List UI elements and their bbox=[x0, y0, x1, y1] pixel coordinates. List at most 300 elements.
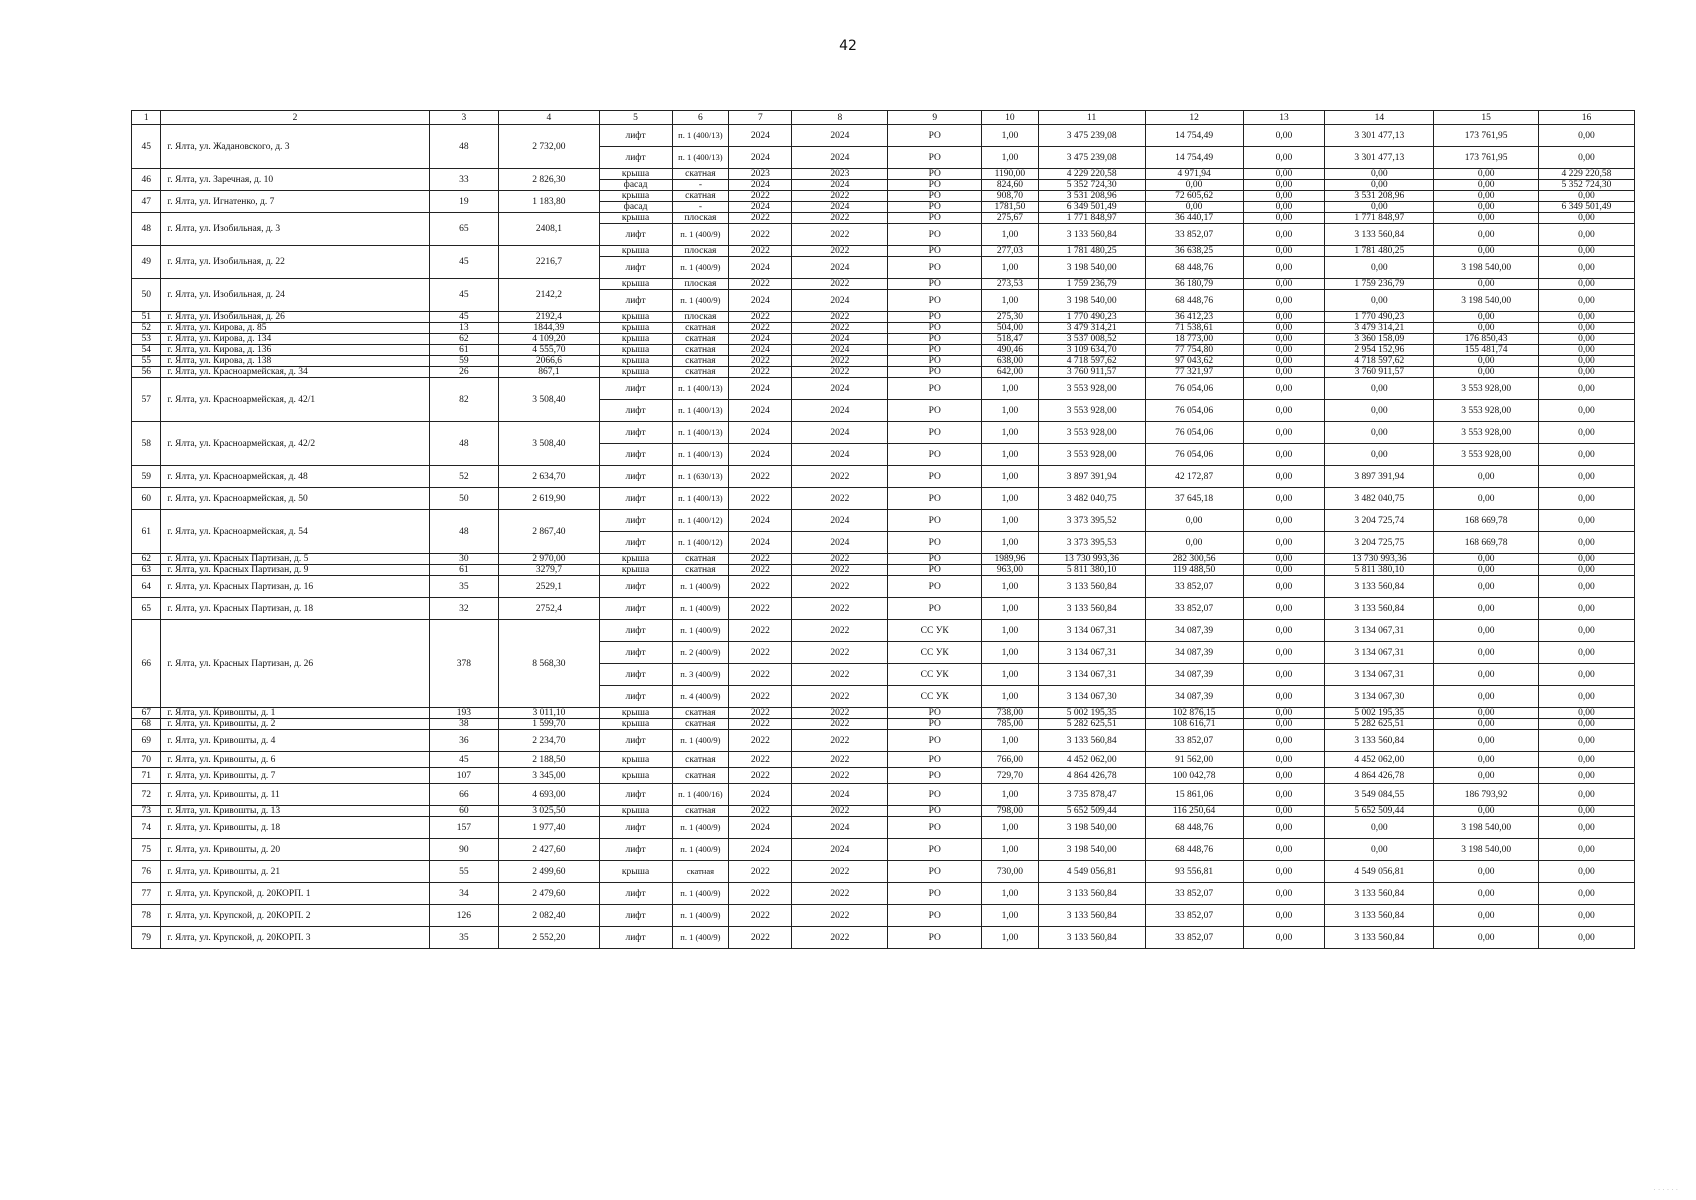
table-cell: 1 781 480,25 bbox=[1038, 246, 1145, 257]
table-cell: 3 475 239,08 bbox=[1038, 125, 1145, 147]
table-cell: крыша bbox=[599, 719, 672, 730]
table-cell: 119 488,50 bbox=[1145, 565, 1243, 576]
table-cell: 1,00 bbox=[982, 883, 1039, 905]
residents-cell: 45 bbox=[429, 312, 499, 323]
table-cell: крыша bbox=[599, 768, 672, 784]
table-cell: п. 1 (400/12) bbox=[672, 532, 729, 554]
table-cell: 173 761,95 bbox=[1434, 125, 1539, 147]
residents-cell: 48 bbox=[429, 125, 499, 169]
row-number-cell: 50 bbox=[132, 279, 161, 312]
table-cell: 4 549 056,81 bbox=[1325, 861, 1434, 883]
table-cell: 2024 bbox=[792, 532, 888, 554]
table-cell: 1,00 bbox=[982, 488, 1039, 510]
table-cell: 2022 bbox=[792, 719, 888, 730]
table-cell: 0,00 bbox=[1538, 861, 1634, 883]
table-cell: 1,00 bbox=[982, 510, 1039, 532]
table-cell: 1,00 bbox=[982, 664, 1039, 686]
table-cell: п. 1 (400/9) bbox=[672, 839, 729, 861]
table-cell: 0,00 bbox=[1325, 378, 1434, 400]
table-row bbox=[132, 356, 1635, 367]
table-cell: 3 133 560,84 bbox=[1325, 730, 1434, 752]
table-cell: 0,00 bbox=[1538, 488, 1634, 510]
table-cell: лифт bbox=[599, 642, 672, 664]
table-cell: крыша bbox=[599, 367, 672, 378]
table-cell: скатная bbox=[672, 334, 729, 345]
row-number-cell: 63 bbox=[132, 565, 161, 576]
table-cell: 0,00 bbox=[1434, 191, 1539, 202]
table-cell: скатная bbox=[672, 708, 729, 719]
table-cell: 1,00 bbox=[982, 576, 1039, 598]
table-cell: 0,00 bbox=[1538, 367, 1634, 378]
residents-cell: 378 bbox=[429, 620, 499, 708]
table-cell: лифт bbox=[599, 532, 672, 554]
row-number-cell: 71 bbox=[132, 768, 161, 784]
table-cell: РО bbox=[888, 576, 982, 598]
area-cell: 2142,2 bbox=[499, 279, 599, 312]
row-number-cell: 52 bbox=[132, 323, 161, 334]
table-row bbox=[132, 905, 1635, 927]
residents-cell: 61 bbox=[429, 345, 499, 356]
table-cell: 0,00 bbox=[1538, 345, 1634, 356]
table-cell: 0,00 bbox=[1145, 532, 1243, 554]
table-cell: 963,00 bbox=[982, 565, 1039, 576]
table-cell: 71 538,61 bbox=[1145, 323, 1243, 334]
address-cell: г. Ялта, ул. Красных Партизан, д. 9 bbox=[161, 565, 429, 576]
table-cell: 2022 bbox=[792, 367, 888, 378]
area-cell: 2 082,40 bbox=[499, 905, 599, 927]
residents-cell: 45 bbox=[429, 246, 499, 279]
area-cell: 2 732,00 bbox=[499, 125, 599, 169]
table-cell: 3 373 395,52 bbox=[1038, 510, 1145, 532]
table-cell: 2022 bbox=[792, 213, 888, 224]
table-cell: 0,00 bbox=[1538, 246, 1634, 257]
table-cell: 68 448,76 bbox=[1145, 290, 1243, 312]
column-number-header: 6 bbox=[672, 111, 729, 125]
table-cell: 14 754,49 bbox=[1145, 125, 1243, 147]
table-cell: 2024 bbox=[792, 817, 888, 839]
table-cell: 5 352 724,30 bbox=[1538, 180, 1634, 191]
table-cell: 0,00 bbox=[1434, 806, 1539, 817]
table-cell: РО bbox=[888, 147, 982, 169]
table-cell: 282 300,56 bbox=[1145, 554, 1243, 565]
table-cell: 1,00 bbox=[982, 444, 1039, 466]
table-cell: 36 180,79 bbox=[1145, 279, 1243, 290]
table-cell: 0,00 bbox=[1538, 839, 1634, 861]
table-cell: лифт bbox=[599, 730, 672, 752]
table-cell: 155 481,74 bbox=[1434, 345, 1539, 356]
table-cell: 1,00 bbox=[982, 905, 1039, 927]
table-cell: крыша bbox=[599, 356, 672, 367]
table-cell: 2024 bbox=[729, 290, 792, 312]
table-cell: 0,00 bbox=[1145, 180, 1243, 191]
table-cell: 5 282 625,51 bbox=[1038, 719, 1145, 730]
table-cell: 2022 bbox=[729, 367, 792, 378]
table-cell: 2023 bbox=[729, 169, 792, 180]
address-cell: г. Ялта, ул. Изобильная, д. 3 bbox=[161, 213, 429, 246]
address-cell: г. Ялта, ул. Кирова, д. 136 bbox=[161, 345, 429, 356]
table-cell: 2022 bbox=[792, 598, 888, 620]
table-cell: 3 373 395,53 bbox=[1038, 532, 1145, 554]
table-cell: 2022 bbox=[729, 620, 792, 642]
table-cell: РО bbox=[888, 730, 982, 752]
residents-cell: 32 bbox=[429, 598, 499, 620]
table-cell: 6 349 501,49 bbox=[1538, 202, 1634, 213]
table-cell: 504,00 bbox=[982, 323, 1039, 334]
table-cell: 0,00 bbox=[1243, 642, 1325, 664]
table-cell: 2024 bbox=[792, 180, 888, 191]
table-cell: 0,00 bbox=[1538, 664, 1634, 686]
area-cell: 4 693,00 bbox=[499, 784, 599, 806]
table-cell: 76 054,06 bbox=[1145, 444, 1243, 466]
table-cell: 5 811 380,10 bbox=[1038, 565, 1145, 576]
address-cell: г. Ялта, ул. Игнатенко, д. 7 bbox=[161, 191, 429, 213]
table-row bbox=[132, 246, 1635, 257]
column-number-header: 16 bbox=[1538, 111, 1634, 125]
table-cell: 0,00 bbox=[1538, 213, 1634, 224]
row-number-cell: 66 bbox=[132, 620, 161, 708]
table-cell: 0,00 bbox=[1538, 730, 1634, 752]
table-cell: 0,00 bbox=[1538, 323, 1634, 334]
area-cell: 2 970,00 bbox=[499, 554, 599, 565]
table-cell: 275,67 bbox=[982, 213, 1039, 224]
table-cell: п. 1 (400/9) bbox=[672, 598, 729, 620]
table-cell: 0,00 bbox=[1538, 510, 1634, 532]
column-number-header: 4 bbox=[499, 111, 599, 125]
area-cell: 2192,4 bbox=[499, 312, 599, 323]
table-cell: РО bbox=[888, 883, 982, 905]
residents-cell: 60 bbox=[429, 806, 499, 817]
table-cell: 1,00 bbox=[982, 839, 1039, 861]
row-number-cell: 77 bbox=[132, 883, 161, 905]
row-number-cell: 53 bbox=[132, 334, 161, 345]
table-cell: 0,00 bbox=[1538, 927, 1634, 949]
table-cell: фасад bbox=[599, 202, 672, 213]
table-cell: 824,60 bbox=[982, 180, 1039, 191]
table-cell: РО bbox=[888, 598, 982, 620]
table-cell: 1989,96 bbox=[982, 554, 1039, 565]
address-cell: г. Ялта, ул. Красных Партизан, д. 16 bbox=[161, 576, 429, 598]
table-row bbox=[132, 554, 1635, 565]
address-cell: г. Ялта, ул. Кривошты, д. 7 bbox=[161, 768, 429, 784]
area-cell: 2 234,70 bbox=[499, 730, 599, 752]
table-cell: 0,00 bbox=[1325, 817, 1434, 839]
table-cell: 0,00 bbox=[1325, 180, 1434, 191]
table-cell: 0,00 bbox=[1538, 290, 1634, 312]
table-cell: 0,00 bbox=[1434, 202, 1539, 213]
table-cell: 33 852,07 bbox=[1145, 905, 1243, 927]
table-cell: п. 1 (400/13) bbox=[672, 400, 729, 422]
area-cell: 2529,1 bbox=[499, 576, 599, 598]
table-cell: 0,00 bbox=[1538, 784, 1634, 806]
table-cell: 5 002 195,35 bbox=[1038, 708, 1145, 719]
table-cell: 2022 bbox=[729, 312, 792, 323]
residents-cell: 50 bbox=[429, 488, 499, 510]
table-cell: 0,00 bbox=[1434, 180, 1539, 191]
table-cell: 3 134 067,31 bbox=[1325, 620, 1434, 642]
table-cell: 0,00 bbox=[1434, 488, 1539, 510]
table-cell: п. 1 (400/13) bbox=[672, 444, 729, 466]
table-cell: 3 482 040,75 bbox=[1038, 488, 1145, 510]
address-cell: г. Ялта, ул. Кривошты, д. 21 bbox=[161, 861, 429, 883]
table-cell: 0,00 bbox=[1325, 839, 1434, 861]
table-cell: 2022 bbox=[792, 312, 888, 323]
residents-cell: 35 bbox=[429, 576, 499, 598]
table-cell: РО bbox=[888, 202, 982, 213]
table-cell: 2024 bbox=[792, 125, 888, 147]
table-cell: 5 811 380,10 bbox=[1325, 565, 1434, 576]
table-cell: 0,00 bbox=[1243, 730, 1325, 752]
table-cell: 2022 bbox=[792, 554, 888, 565]
table-cell: 1 759 236,79 bbox=[1038, 279, 1145, 290]
table-cell: 1 759 236,79 bbox=[1325, 279, 1434, 290]
table-cell: 2024 bbox=[792, 202, 888, 213]
table-cell: 0,00 bbox=[1434, 554, 1539, 565]
table-cell: 116 250,64 bbox=[1145, 806, 1243, 817]
table-cell: 186 793,92 bbox=[1434, 784, 1539, 806]
table-cell: 2024 bbox=[792, 510, 888, 532]
residents-cell: 55 bbox=[429, 861, 499, 883]
table-cell: 72 605,62 bbox=[1145, 191, 1243, 202]
table-cell: 1,00 bbox=[982, 290, 1039, 312]
residents-cell: 52 bbox=[429, 466, 499, 488]
table-cell: 0,00 bbox=[1434, 224, 1539, 246]
table-cell: 68 448,76 bbox=[1145, 839, 1243, 861]
table-cell: 1,00 bbox=[982, 817, 1039, 839]
table-cell: РО bbox=[888, 367, 982, 378]
table-cell: СС УК bbox=[888, 686, 982, 708]
table-cell: 1,00 bbox=[982, 927, 1039, 949]
table-cell: 0,00 bbox=[1243, 246, 1325, 257]
table-cell: 0,00 bbox=[1243, 883, 1325, 905]
residents-cell: 59 bbox=[429, 356, 499, 367]
table-cell: 0,00 bbox=[1538, 642, 1634, 664]
table-cell: 785,00 bbox=[982, 719, 1039, 730]
table-cell: 0,00 bbox=[1434, 213, 1539, 224]
table-cell: 5 652 509,44 bbox=[1038, 806, 1145, 817]
table-cell: крыша bbox=[599, 334, 672, 345]
table-cell: 730,00 bbox=[982, 861, 1039, 883]
area-cell: 2 634,70 bbox=[499, 466, 599, 488]
table-cell: 0,00 bbox=[1434, 861, 1539, 883]
table-cell: 1,00 bbox=[982, 532, 1039, 554]
table-row bbox=[132, 730, 1635, 752]
table-cell: 0,00 bbox=[1434, 312, 1539, 323]
table-cell: 2022 bbox=[729, 664, 792, 686]
table-cell: 3 537 008,52 bbox=[1038, 334, 1145, 345]
table-cell: п. 2 (400/9) bbox=[672, 642, 729, 664]
table-cell: лифт bbox=[599, 224, 672, 246]
table-cell: РО bbox=[888, 323, 982, 334]
table-cell: 3 553 928,00 bbox=[1434, 378, 1539, 400]
table-cell: фасад bbox=[599, 180, 672, 191]
table-cell: 5 002 195,35 bbox=[1325, 708, 1434, 719]
table-cell: 0,00 bbox=[1538, 422, 1634, 444]
area-cell: 2752,4 bbox=[499, 598, 599, 620]
table-cell: 1,00 bbox=[982, 466, 1039, 488]
table-cell: 1,00 bbox=[982, 378, 1039, 400]
table-cell: РО bbox=[888, 466, 982, 488]
column-number-header: 15 bbox=[1434, 111, 1539, 125]
table-row bbox=[132, 345, 1635, 356]
table-cell: 4 864 426,78 bbox=[1038, 768, 1145, 784]
table-cell: 2022 bbox=[792, 620, 888, 642]
table-cell: 3 133 560,84 bbox=[1325, 576, 1434, 598]
area-cell: 2 499,60 bbox=[499, 861, 599, 883]
table-cell: 1,00 bbox=[982, 642, 1039, 664]
table-cell: 0,00 bbox=[1434, 719, 1539, 730]
table-cell: 2024 bbox=[729, 784, 792, 806]
table-cell: 0,00 bbox=[1145, 510, 1243, 532]
table-cell: 4 452 062,00 bbox=[1325, 752, 1434, 768]
table-cell: 3 198 540,00 bbox=[1434, 817, 1539, 839]
table-cell: 0,00 bbox=[1243, 191, 1325, 202]
table-cell: 0,00 bbox=[1434, 466, 1539, 488]
address-cell: г. Ялта, ул. Кривошты, д. 2 bbox=[161, 719, 429, 730]
table-body bbox=[132, 125, 1635, 949]
table-cell: 15 861,06 bbox=[1145, 784, 1243, 806]
table-cell: 0,00 bbox=[1538, 554, 1634, 565]
row-number-cell: 46 bbox=[132, 169, 161, 191]
table-cell: лифт bbox=[599, 290, 672, 312]
area-cell: 3279,7 bbox=[499, 565, 599, 576]
table-cell: 2022 bbox=[729, 565, 792, 576]
area-cell: 2 552,20 bbox=[499, 927, 599, 949]
table-cell: 2024 bbox=[729, 257, 792, 279]
table-cell: 0,00 bbox=[1243, 290, 1325, 312]
area-cell: 8 568,30 bbox=[499, 620, 599, 708]
address-cell: г. Ялта, ул. Красноармейская, д. 42/1 bbox=[161, 378, 429, 422]
table-cell: 2022 bbox=[792, 576, 888, 598]
table-cell: 108 616,71 bbox=[1145, 719, 1243, 730]
table-cell: 176 850,43 bbox=[1434, 334, 1539, 345]
table-cell: 0,00 bbox=[1325, 290, 1434, 312]
table-cell: 14 754,49 bbox=[1145, 147, 1243, 169]
table-cell: 3 531 208,96 bbox=[1038, 191, 1145, 202]
table-cell: РО bbox=[888, 554, 982, 565]
table-cell: 3 134 067,31 bbox=[1038, 642, 1145, 664]
table-row bbox=[132, 752, 1635, 768]
table-cell: 3 204 725,75 bbox=[1325, 532, 1434, 554]
row-number-cell: 78 bbox=[132, 905, 161, 927]
table-cell: 273,53 bbox=[982, 279, 1039, 290]
table-cell: 0,00 bbox=[1243, 147, 1325, 169]
area-cell: 2 479,60 bbox=[499, 883, 599, 905]
table-cell: крыша bbox=[599, 565, 672, 576]
row-number-cell: 69 bbox=[132, 730, 161, 752]
table-row bbox=[132, 817, 1635, 839]
area-cell: 3 025,50 bbox=[499, 806, 599, 817]
table-cell: 3 553 928,00 bbox=[1038, 400, 1145, 422]
table-cell: 642,00 bbox=[982, 367, 1039, 378]
column-number-header: 5 bbox=[599, 111, 672, 125]
table-cell: 3 133 560,84 bbox=[1325, 905, 1434, 927]
table-row bbox=[132, 378, 1635, 400]
table-cell: 2024 bbox=[792, 334, 888, 345]
table-cell: 3 301 477,13 bbox=[1325, 125, 1434, 147]
table-cell: 2024 bbox=[729, 839, 792, 861]
address-cell: г. Ялта, ул. Кривошты, д. 11 bbox=[161, 784, 429, 806]
table-cell: 3 760 911,57 bbox=[1038, 367, 1145, 378]
table-cell: 3 204 725,74 bbox=[1325, 510, 1434, 532]
table-cell: 0,00 bbox=[1434, 323, 1539, 334]
table-cell: 0,00 bbox=[1243, 169, 1325, 180]
table-cell: РО bbox=[888, 246, 982, 257]
table-cell: 3 133 560,84 bbox=[1038, 905, 1145, 927]
table-cell: 0,00 bbox=[1434, 883, 1539, 905]
table-cell: РО bbox=[888, 817, 982, 839]
table-cell: лифт bbox=[599, 686, 672, 708]
address-cell: г. Ялта, ул. Красноармейская, д. 54 bbox=[161, 510, 429, 554]
table-cell: скатная bbox=[672, 768, 729, 784]
table-cell: 0,00 bbox=[1538, 224, 1634, 246]
table-cell: 3 133 560,84 bbox=[1038, 927, 1145, 949]
table-cell: 3 549 084,55 bbox=[1325, 784, 1434, 806]
residents-cell: 13 bbox=[429, 323, 499, 334]
residents-cell: 107 bbox=[429, 768, 499, 784]
table-cell: 1 771 848,97 bbox=[1325, 213, 1434, 224]
table-cell: 0,00 bbox=[1434, 356, 1539, 367]
table-cell: РО bbox=[888, 400, 982, 422]
table-cell: 0,00 bbox=[1434, 565, 1539, 576]
address-cell: г. Ялта, ул. Кривошты, д. 1 bbox=[161, 708, 429, 719]
table-cell: лифт bbox=[599, 147, 672, 169]
table-cell: 2024 bbox=[792, 147, 888, 169]
table-cell: 0,00 bbox=[1243, 927, 1325, 949]
repair-program-table bbox=[131, 110, 1635, 949]
residents-cell: 82 bbox=[429, 378, 499, 422]
table-cell: 0,00 bbox=[1243, 554, 1325, 565]
area-cell: 2066,6 bbox=[499, 356, 599, 367]
table-cell: 3 897 391,94 bbox=[1325, 466, 1434, 488]
table-cell: - bbox=[672, 202, 729, 213]
table-cell: 13 730 993,36 bbox=[1325, 554, 1434, 565]
table-cell: РО bbox=[888, 806, 982, 817]
table-cell: 2022 bbox=[792, 730, 888, 752]
table-cell: 2024 bbox=[729, 817, 792, 839]
table-cell: крыша bbox=[599, 323, 672, 334]
table-cell: РО bbox=[888, 905, 982, 927]
table-cell: 0,00 bbox=[1538, 883, 1634, 905]
table-cell: 3 475 239,08 bbox=[1038, 147, 1145, 169]
table-cell: 76 054,06 bbox=[1145, 400, 1243, 422]
table-cell: 2022 bbox=[792, 905, 888, 927]
table-cell: 33 852,07 bbox=[1145, 598, 1243, 620]
table-cell: 3 133 560,84 bbox=[1325, 598, 1434, 620]
table-cell: крыша bbox=[599, 246, 672, 257]
table-cell: 1,00 bbox=[982, 147, 1039, 169]
table-cell: п. 1 (400/9) bbox=[672, 257, 729, 279]
table-cell: 1,00 bbox=[982, 224, 1039, 246]
table-cell: 1,00 bbox=[982, 598, 1039, 620]
table-cell: 34 087,39 bbox=[1145, 664, 1243, 686]
table-cell: 3 198 540,00 bbox=[1038, 257, 1145, 279]
table-cell: 0,00 bbox=[1434, 246, 1539, 257]
table-cell: 2022 bbox=[792, 927, 888, 949]
row-number-cell: 47 bbox=[132, 191, 161, 213]
table-cell: 33 852,07 bbox=[1145, 883, 1243, 905]
table-cell: 2022 bbox=[729, 768, 792, 784]
row-number-cell: 62 bbox=[132, 554, 161, 565]
table-cell: РО bbox=[888, 334, 982, 345]
table-cell: РО bbox=[888, 125, 982, 147]
row-number-cell: 48 bbox=[132, 213, 161, 246]
table-cell: 0,00 bbox=[1243, 861, 1325, 883]
table-row bbox=[132, 768, 1635, 784]
table-cell: лифт bbox=[599, 510, 672, 532]
table-cell: 0,00 bbox=[1243, 378, 1325, 400]
table-cell: 0,00 bbox=[1243, 768, 1325, 784]
table-cell: 3 198 540,00 bbox=[1038, 817, 1145, 839]
